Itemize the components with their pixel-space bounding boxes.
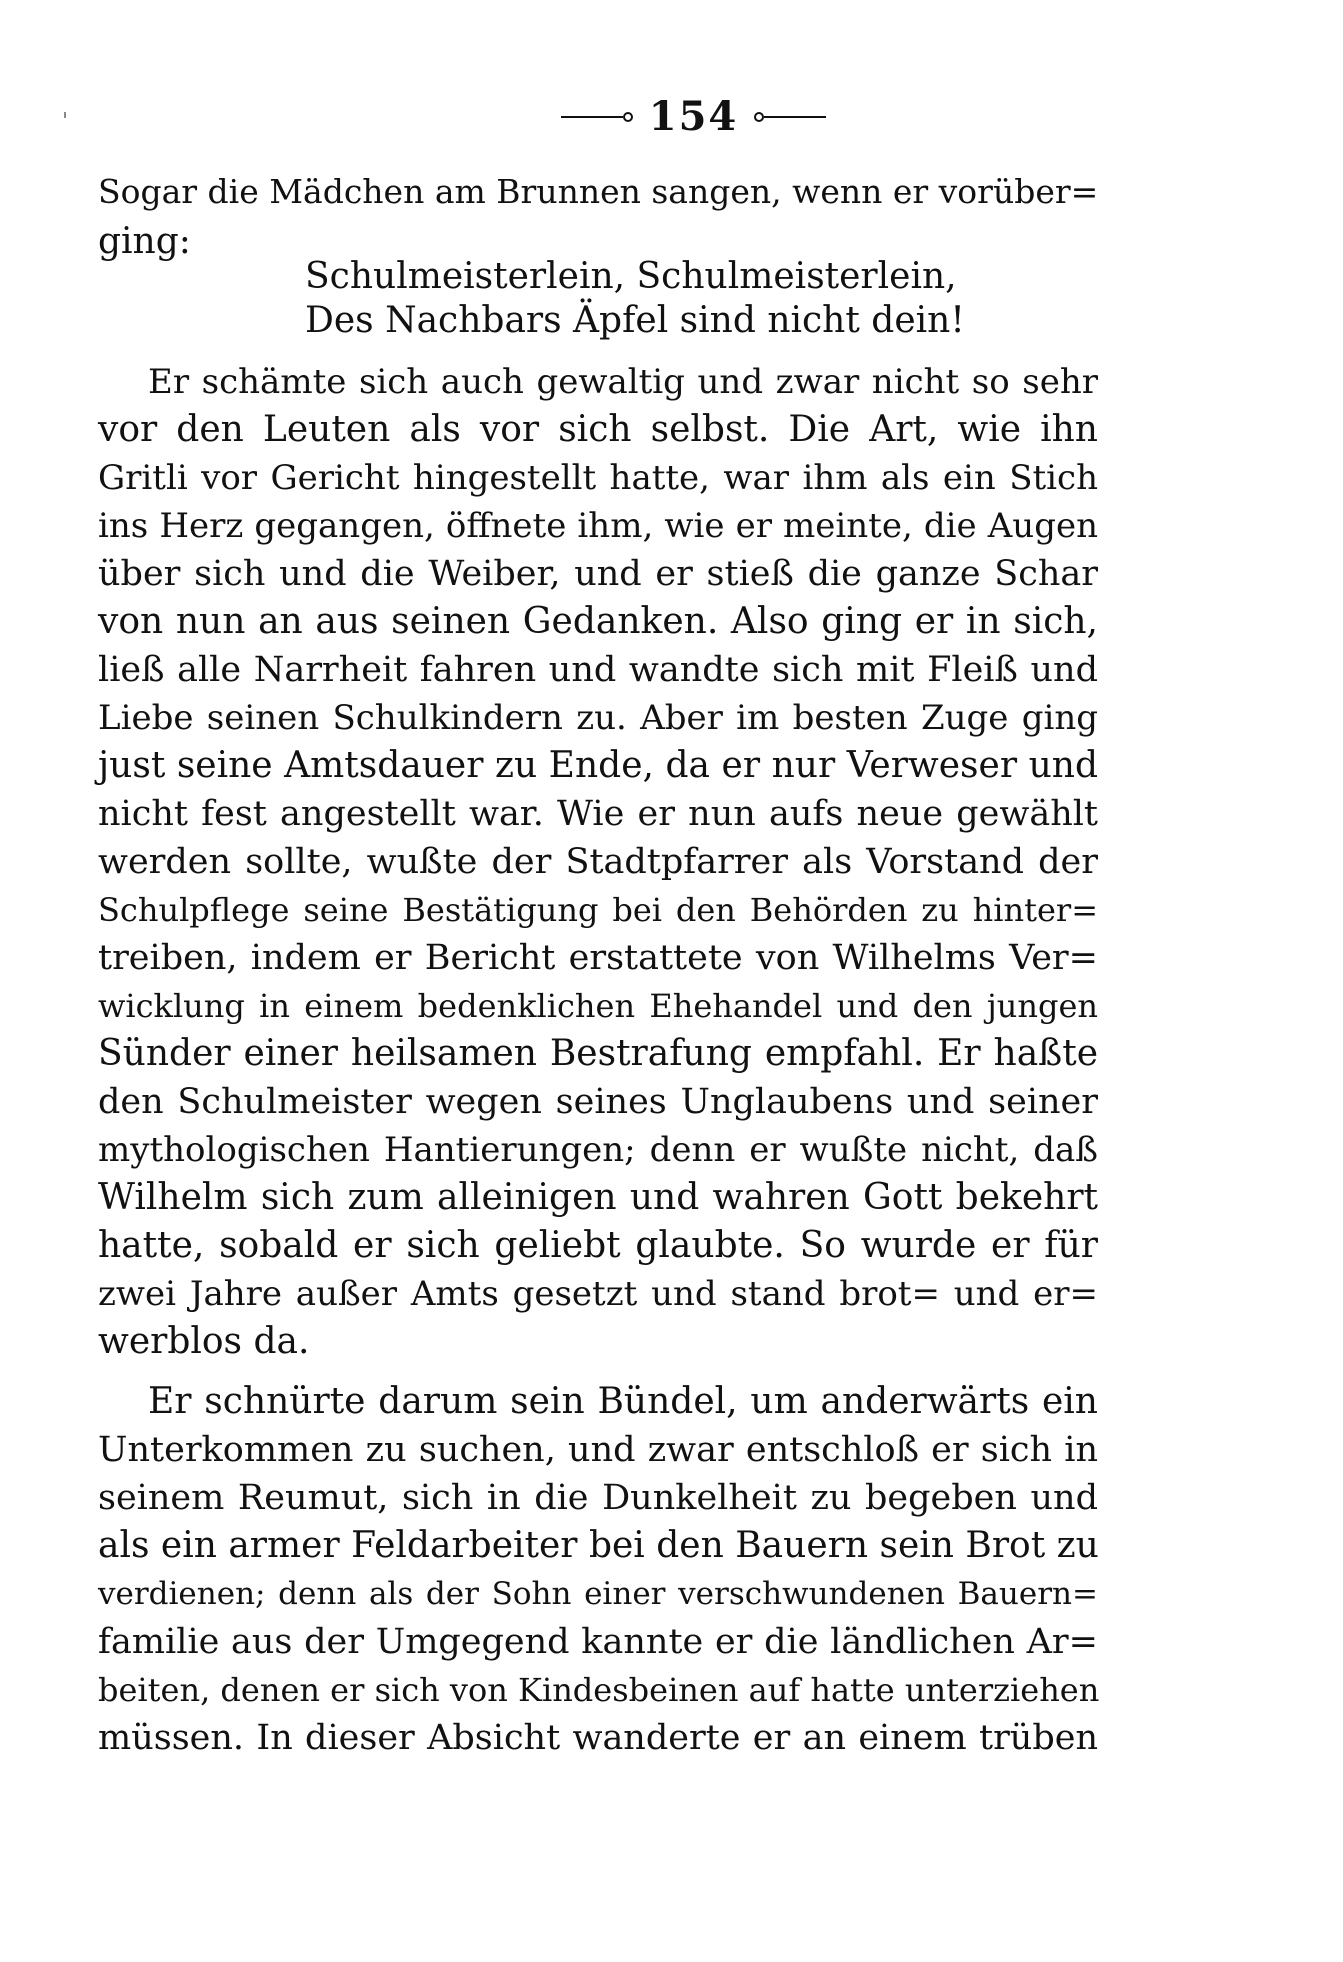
- text-line: als ein armer Feldarbeiter bei den Bauern sein Brot zu: [98, 1525, 1099, 1566]
- text-line: ließ alle Narrheit fahren und wandte sich mit Fleiß und: [98, 650, 1098, 690]
- text-line: mythologischen Hantierungen; denn er wußte nicht, daß: [98, 1130, 1098, 1170]
- text-line: wicklung in einem bedenklichen Ehehandel und den jungen: [98, 987, 1098, 1025]
- text-line: über sich und die Weiber, und er stieß die ganze Schar: [98, 554, 1098, 594]
- text-line: familie aus der Umgegend kannte er die ländlichen Ar=: [98, 1622, 1098, 1662]
- right-dash-ornament: [754, 112, 826, 122]
- page-header: [0, 92, 1343, 142]
- text-line: Er schämte sich auch gewaltig und zwar nicht so sehr: [148, 362, 1098, 402]
- text-line: hatte, sobald er sich geliebt glaubte. So wurde er für: [98, 1225, 1098, 1266]
- text-line: treiben, indem er Bericht erstattete von Wilhelms Ver=: [98, 938, 1098, 978]
- text-line: Sünder einer heilsamen Bestrafung empfahl. Er haßte: [98, 1033, 1098, 1074]
- text-line: Er schnürte darum sein Bündel, um anderwärts ein: [148, 1381, 1098, 1422]
- text-line: Sogar die Mädchen am Brunnen sangen, wenn er vorüber=: [98, 172, 1099, 211]
- text-line: zwei Jahre außer Amts gesetzt und stand brot= und er=: [98, 1274, 1098, 1314]
- text-line: Unterkommen zu suchen, und zwar entschloß er sich in: [98, 1430, 1098, 1470]
- text-line: ins Herz gegangen, öffnete ihm, wie er meinte, die Augen: [98, 506, 1098, 546]
- verse-line: Schulmeisterlein, Schulmeisterlein,: [305, 256, 957, 297]
- text-line: von nun an aus seinen Gedanken. Also ging er in sich,: [98, 601, 1098, 642]
- verse-line: Des Nachbars Äpfel sind nicht dein!: [305, 300, 965, 341]
- left-dash-ornament: [561, 112, 633, 122]
- text-line: werden sollte, wußte der Stadtpfarrer als Vorstand der: [98, 842, 1098, 882]
- text-line: Liebe seinen Schulkindern zu. Aber im besten Zuge ging: [98, 698, 1098, 738]
- text-line: Gritli vor Gericht hingestellt hatte, war ihm als ein Stich: [98, 458, 1098, 498]
- text-line: werblos da.: [98, 1321, 310, 1362]
- text-line: verdienen; denn als der Sohn einer verschwundenen Bauern=: [98, 1576, 1098, 1612]
- text-line: beiten, denen er sich von Kindesbeinen auf hatte unterziehen: [98, 1671, 1100, 1709]
- text-line: vor den Leuten als vor sich selbst. Die Art, wie ihn: [98, 409, 1098, 450]
- text-line: nicht fest angestellt war. Wie er nun aufs neue gewählt: [98, 794, 1098, 834]
- text-line: ging:: [98, 221, 191, 262]
- text-line: Schulpflege seine Bestätigung bei den Behörden zu hinter=: [98, 891, 1098, 929]
- text-line: Wilhelm sich zum alleinigen und wahren Gott bekehrt: [98, 1177, 1098, 1218]
- text-line: müssen. In dieser Absicht wanderte er an einem trüben: [98, 1718, 1098, 1758]
- text-line: seinem Reumut, sich in die Dunkelheit zu begeben und: [98, 1478, 1098, 1518]
- text-line: den Schulmeister wegen seines Unglaubens und seiner: [98, 1082, 1098, 1122]
- page-number: 154: [648, 93, 739, 140]
- text-line: just seine Amtsdauer zu Ende, da er nur Verweser und: [98, 745, 1098, 786]
- page-number-ornament: [561, 92, 827, 142]
